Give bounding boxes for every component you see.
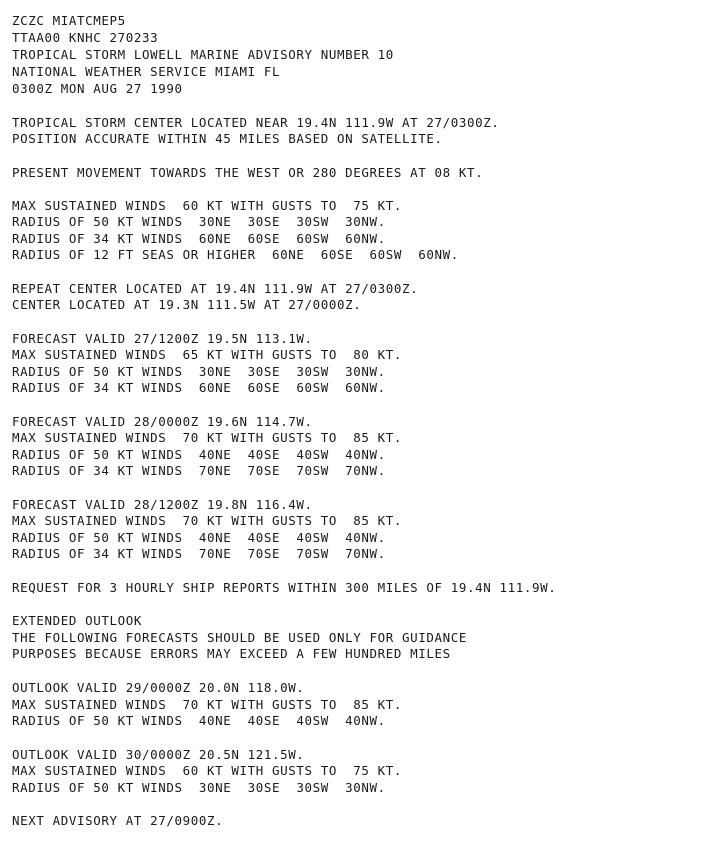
- extended-outlook-heading: EXTENDED OUTLOOK: [12, 613, 143, 628]
- outlook-radius-50kt: RADIUS OF 50 KT WINDS 40NE 40SE 40SW 40NW.: [12, 713, 386, 728]
- forecast-valid-line: FORECAST VALID 27/1200Z 19.5N 113.1W.: [12, 331, 313, 346]
- current-winds-line: MAX SUSTAINED WINDS 60 KT WITH GUSTS TO 75 KT.: [12, 198, 403, 213]
- forecast-winds-line: MAX SUSTAINED WINDS 70 KT WITH GUSTS TO 85 KT.: [12, 513, 403, 528]
- forecast-radius-50kt: RADIUS OF 50 KT WINDS 40NE 40SE 40SW 40NW.: [12, 530, 386, 545]
- movement-line: PRESENT MOVEMENT TOWARDS THE WEST OR 280 DEGREES AT 08 KT.: [12, 165, 484, 180]
- forecast-valid-line: FORECAST VALID 28/0000Z 19.6N 114.7W.: [12, 414, 313, 429]
- forecast-valid-line: FORECAST VALID 28/1200Z 19.8N 116.4W.: [12, 497, 313, 512]
- forecast-radius-50kt: RADIUS OF 50 KT WINDS 30NE 30SE 30SW 30NW.: [12, 364, 386, 379]
- forecast-radius-34kt: RADIUS OF 34 KT WINDS 70NE 70SE 70SW 70NW.: [12, 463, 386, 478]
- forecast-radius-50kt: RADIUS OF 50 KT WINDS 40NE 40SE 40SW 40NW.: [12, 447, 386, 462]
- position-accuracy-line: POSITION ACCURATE WITHIN 45 MILES BASED ON SATELLITE.: [12, 131, 443, 146]
- current-radius-50kt: RADIUS OF 50 KT WINDS 30NE 30SE 30SW 30NW.: [12, 214, 386, 229]
- forecast-radius-34kt: RADIUS OF 34 KT WINDS 70NE 70SE 70SW 70NW.: [12, 546, 386, 561]
- extended-outlook-note: THE FOLLOWING FORECASTS SHOULD BE USED ONLY FOR GUIDANCE: [12, 630, 468, 645]
- issue-time: 0300Z MON AUG 27 1990: [12, 81, 183, 96]
- forecast-radius-34kt: RADIUS OF 34 KT WINDS 60NE 60SE 60SW 60NW.: [12, 380, 386, 395]
- outlook-radius-50kt: RADIUS OF 50 KT WINDS 30NE 30SE 30SW 30NW.: [12, 780, 386, 795]
- next-advisory-line: NEXT ADVISORY AT 27/0900Z.: [12, 813, 224, 828]
- ship-report-request: REQUEST FOR 3 HOURLY SHIP REPORTS WITHIN 300 MILES OF 19.4N 111.9W.: [12, 580, 557, 595]
- outlook-winds-line: MAX SUSTAINED WINDS 70 KT WITH GUSTS TO 85 KT.: [12, 697, 403, 712]
- extended-outlook-note: PURPOSES BECAUSE ERRORS MAY EXCEED A FEW HUNDRED MILES: [12, 646, 451, 661]
- forecast-winds-line: MAX SUSTAINED WINDS 70 KT WITH GUSTS TO 85 KT.: [12, 430, 403, 445]
- outlook-valid-line: OUTLOOK VALID 30/0000Z 20.5N 121.5W.: [12, 747, 305, 762]
- position-line: TROPICAL STORM CENTER LOCATED NEAR 19.4N 111.9W AT 27/0300Z.: [12, 115, 500, 130]
- repeat-center-line: REPEAT CENTER LOCATED AT 19.4N 111.9W AT 27/0300Z.: [12, 281, 419, 296]
- advisory-title: TROPICAL STORM LOWELL MARINE ADVISORY NUMBER 10: [12, 47, 394, 62]
- issuing-office: NATIONAL WEATHER SERVICE MIAMI FL: [12, 64, 281, 79]
- current-radius-seas: RADIUS OF 12 FT SEAS OR HIGHER 60NE 60SE 60SW 60NW.: [12, 247, 459, 262]
- outlook-valid-line: OUTLOOK VALID 29/0000Z 20.0N 118.0W.: [12, 680, 305, 695]
- current-radius-34kt: RADIUS OF 34 KT WINDS 60NE 60SE 60SW 60NW.: [12, 231, 386, 246]
- header-line: ZCZC MIATCMEP5: [12, 13, 126, 28]
- forecast-winds-line: MAX SUSTAINED WINDS 65 KT WITH GUSTS TO 80 KT.: [12, 347, 403, 362]
- header-line: TTAA00 KNHC 270233: [12, 30, 159, 45]
- previous-center-line: CENTER LOCATED AT 19.3N 111.5W AT 27/0000Z.: [12, 297, 362, 312]
- outlook-winds-line: MAX SUSTAINED WINDS 60 KT WITH GUSTS TO 75 KT.: [12, 763, 403, 778]
